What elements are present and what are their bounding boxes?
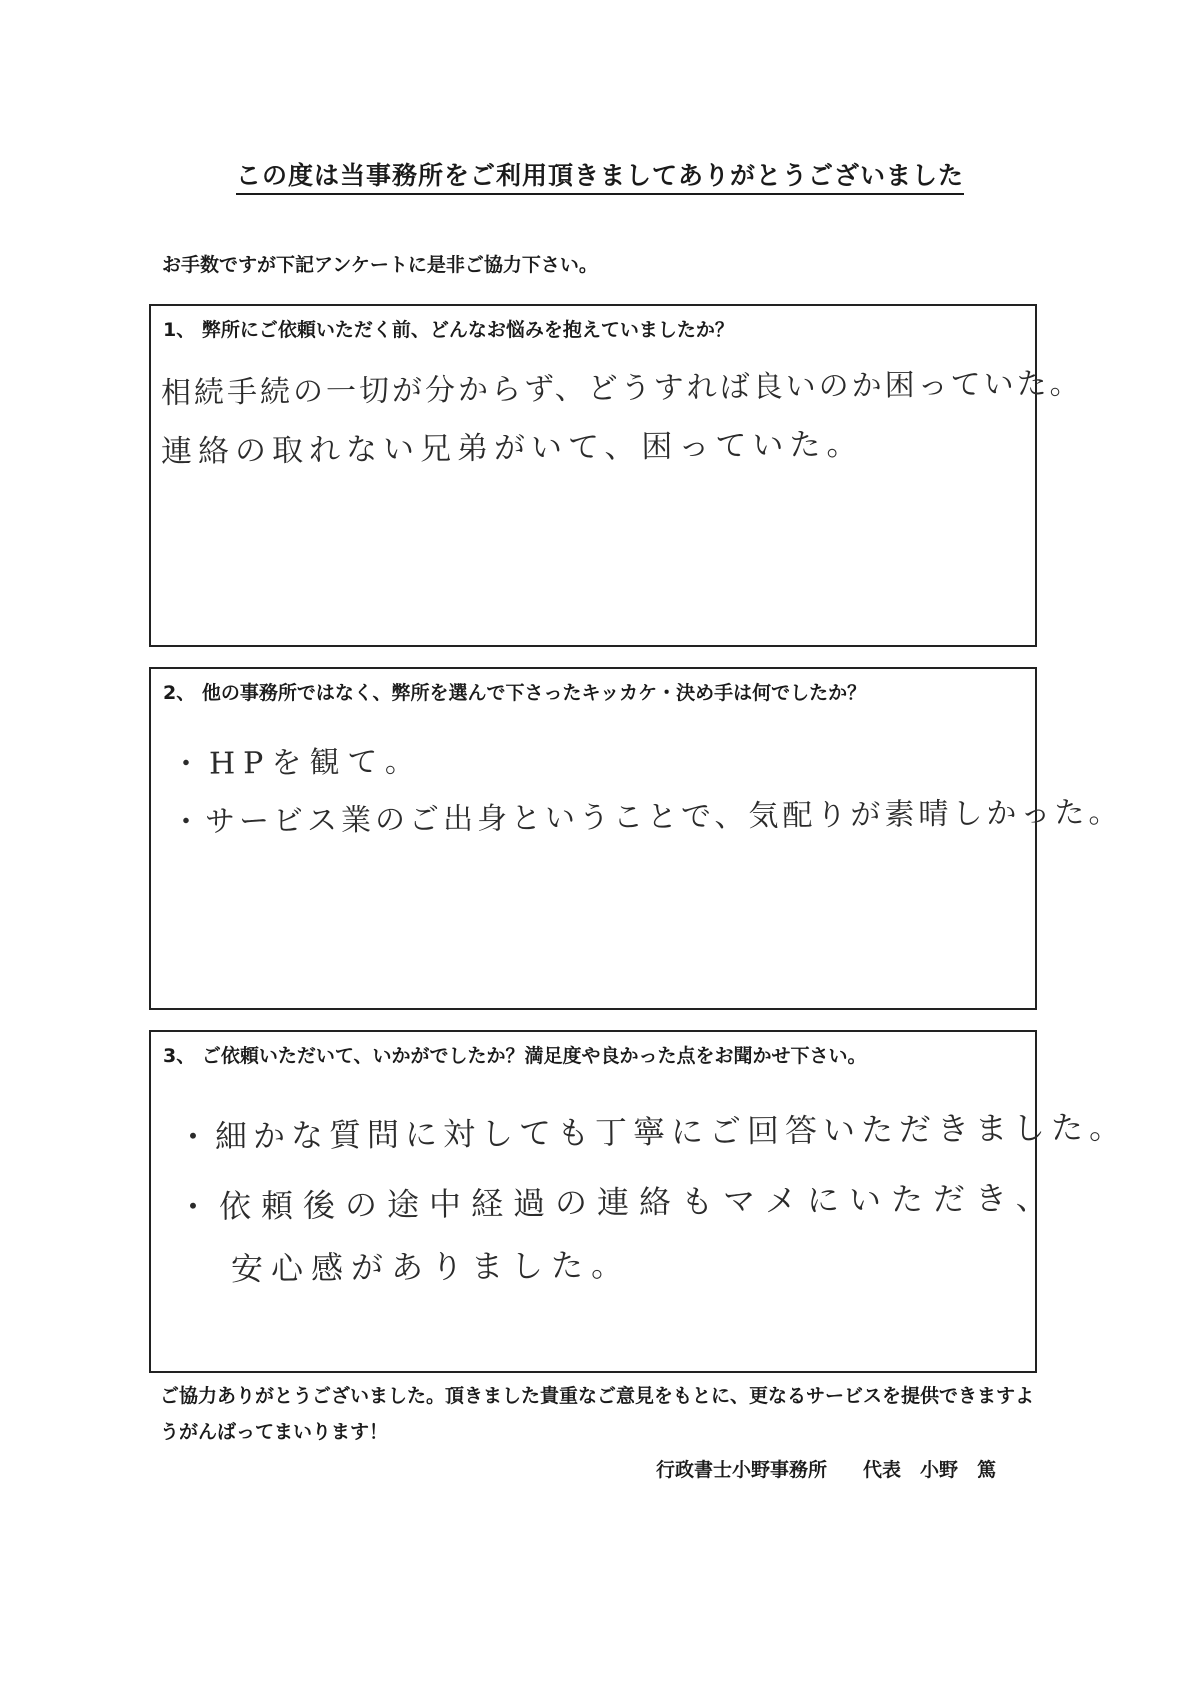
answer-3-line-2: ・依頼後の途中経過の連絡もマメにいただき、 (176, 1178, 1058, 1226)
answer-1-line-1: 相続手続の一切が分からず、どうすれば良いのか困っていた。 (160, 366, 1083, 411)
question-text-3: 3、 ご依頼いただいて、いかがでしたか？満足度や良かった点をお聞かせ下さい。 (163, 1045, 867, 1067)
page-title (0, 156, 1200, 192)
question-box-1 (149, 304, 1083, 647)
question-text-2: 2、 他の事務所ではなく、弊所を選んで下さったキッカケ・決め手は何でしたか？ (163, 682, 867, 704)
question-text-1: 1、 弊所にご依頼いただく前、どんなお悩みを抱えていましたか？ (163, 319, 734, 341)
answer-3-line-3: 安心感がありました。 (230, 1245, 632, 1288)
signature (656, 1455, 996, 1482)
signature-office: 行政書士小野事務所 (656, 1459, 828, 1481)
page-title-text: この度は当事務所をご利用頂きましてありがとうございました (236, 161, 964, 195)
closing-message: ご協力ありがとうございました。頂きました貴重なご意見をもとに、更なるサービスを提供できますようがんばってまいります！ (160, 1385, 1035, 1443)
answer-2-line-1: ・HPを観て。 (170, 744, 423, 782)
answer-3-line-1: ・細かな質問に対しても丁寧にご回答いただきました。 (176, 1108, 1128, 1156)
signature-representative: 代表 小野 篤 (863, 1459, 997, 1481)
intro-text: お手数ですが下記アンケートに是非ご協力下さい。 (162, 254, 598, 276)
question-box-3 (149, 1030, 1128, 1373)
answer-1-line-2: 連絡の取れない兄弟がいて、困っていた。 (160, 426, 864, 470)
question-box-2 (149, 667, 1123, 1010)
answer-2-line-2: ・サービス業のご出身ということで、気配りが素晴しかった。 (170, 795, 1123, 840)
